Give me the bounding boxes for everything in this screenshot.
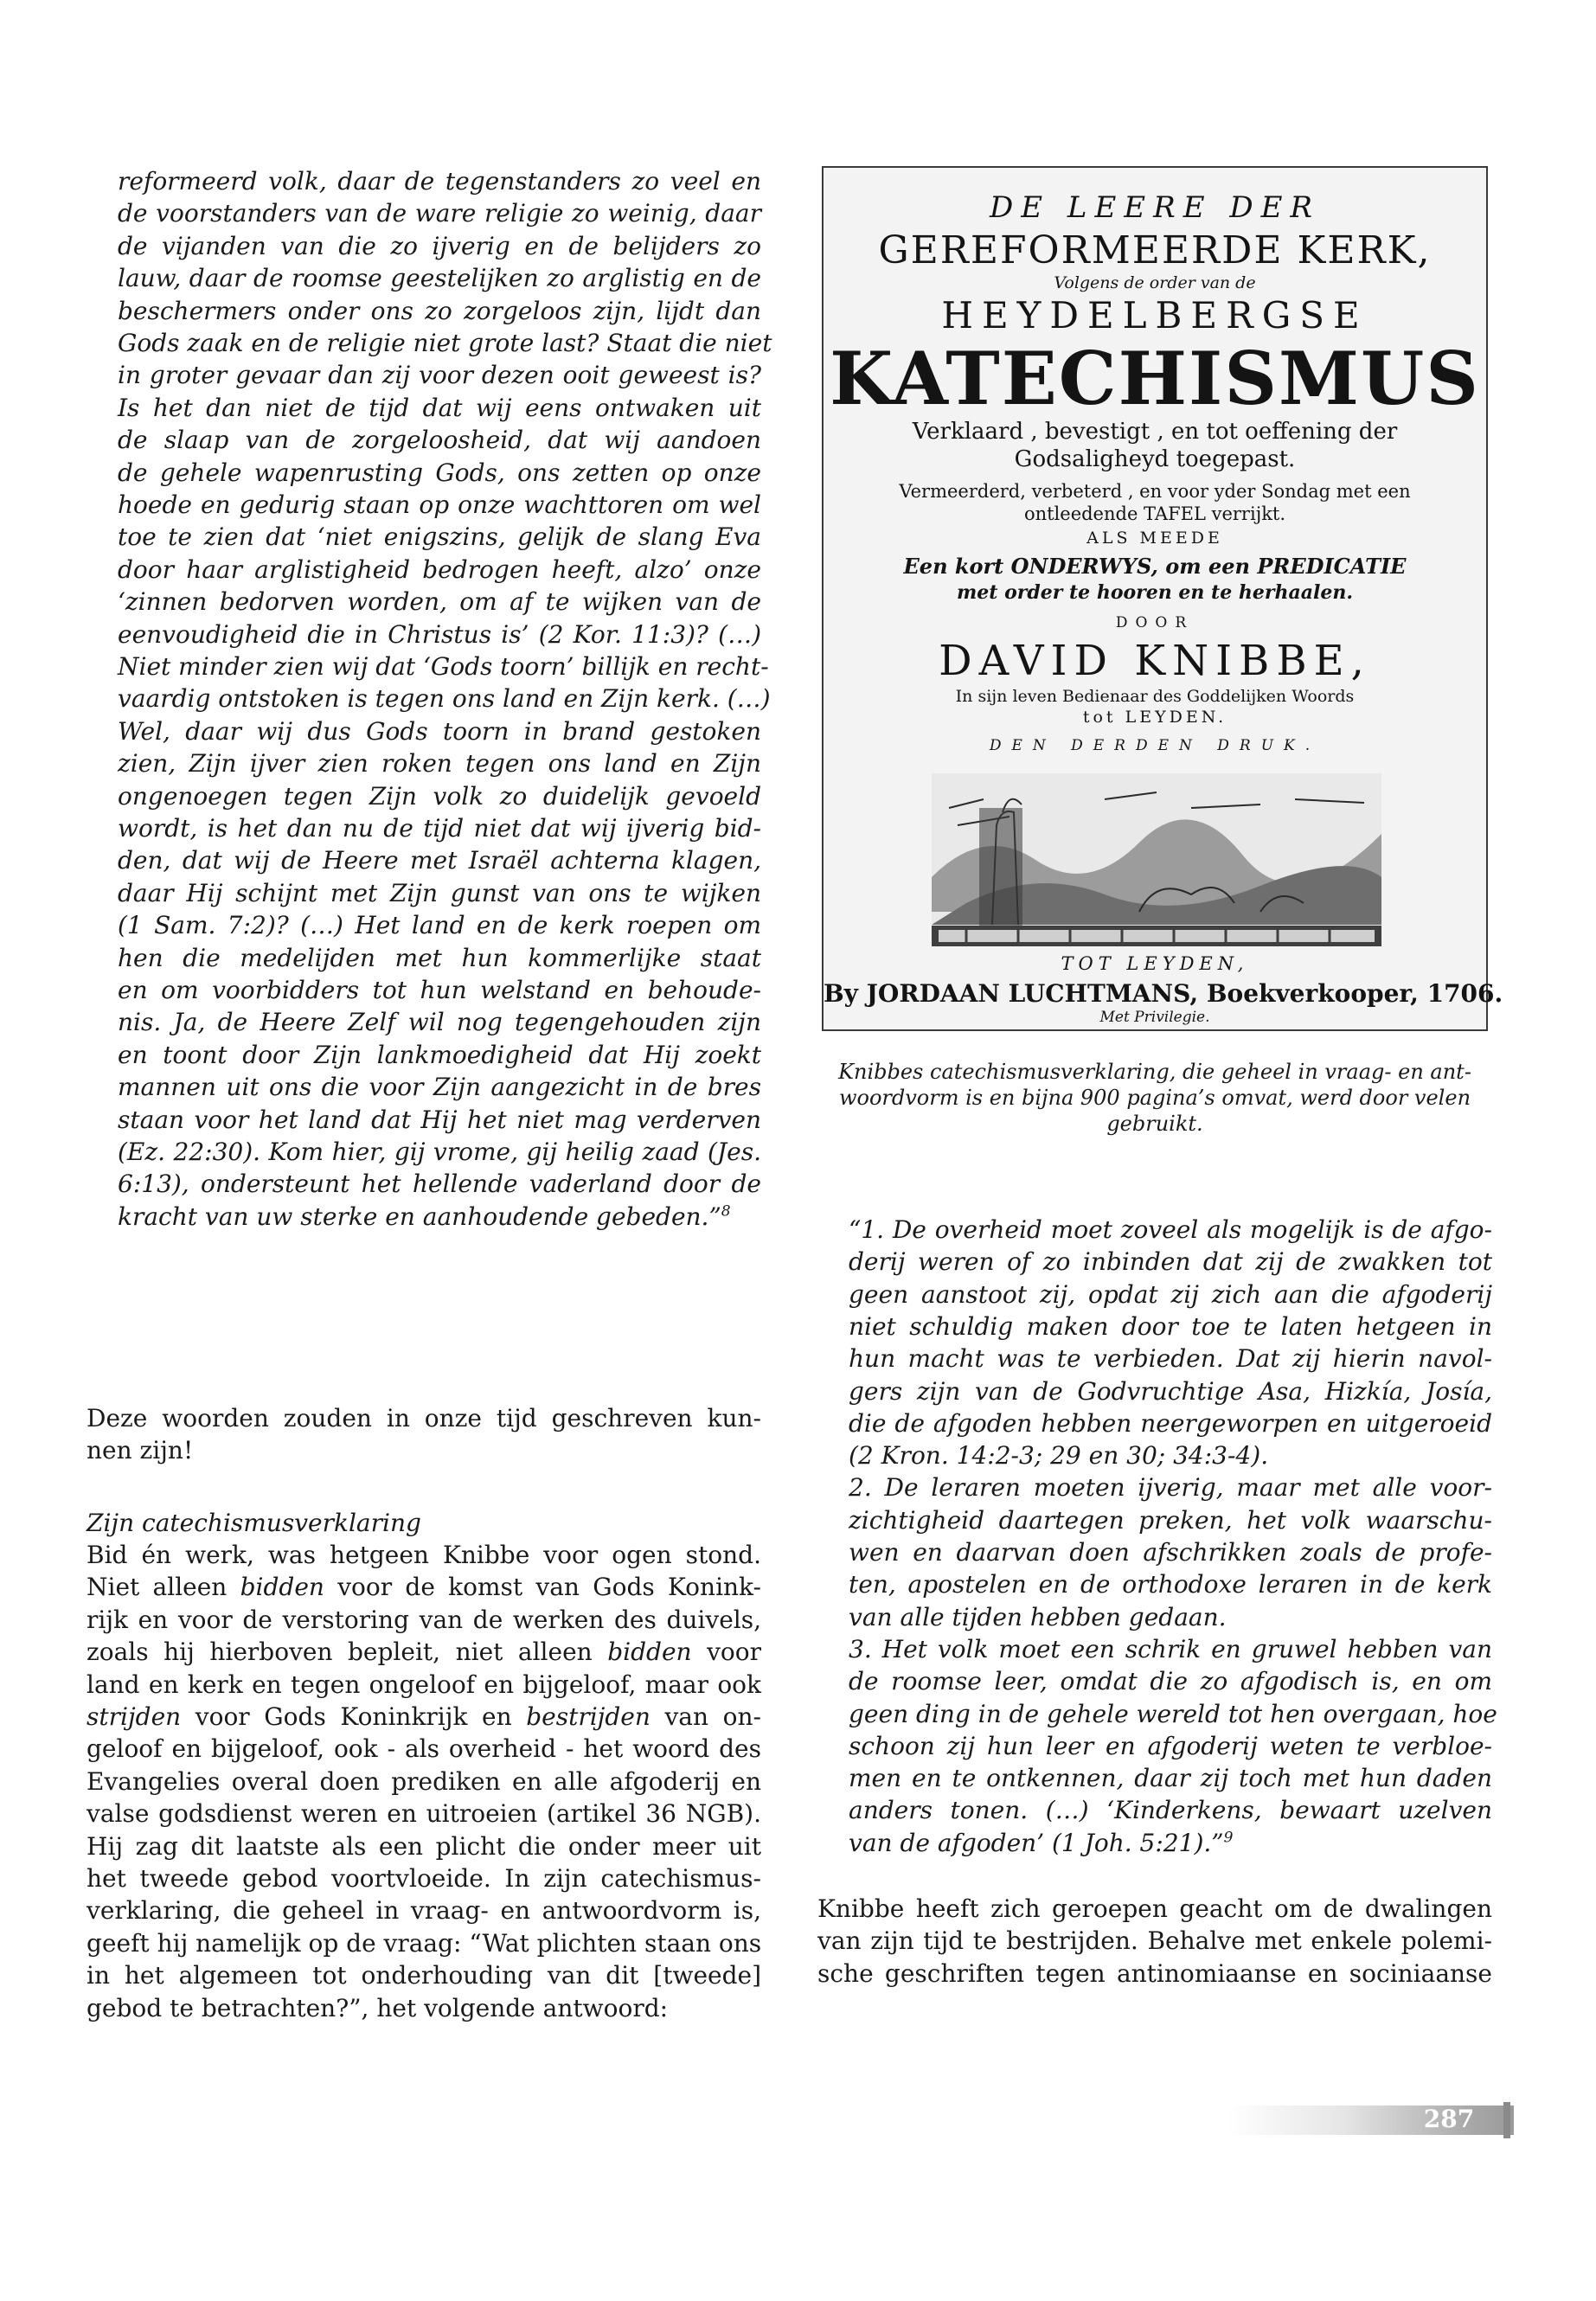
body-line: rijk en voor de verstoring van de werken des duivels, (87, 1605, 761, 1634)
footnote-reference: 8 (721, 1202, 731, 1221)
emphasis: bidden (607, 1638, 692, 1667)
body-line: geloof en bijgeloof, ook - als overheid - het woord des (87, 1734, 761, 1764)
text-run: Niet alleen (87, 1573, 240, 1602)
quote-line: de vijanden van die zo ijverig en de belijders zo (118, 231, 761, 260)
quote-line: van alle tijden hebben gedaan. (849, 1602, 1227, 1631)
quote-line: vaardig ontstoken is tegen ons land en Zijn kerk. (…) (118, 684, 771, 714)
comment-line: nen zijn! (87, 1436, 194, 1465)
quote-line: Is het dan niet de tijd dat wij eens ontwaken uit (118, 393, 761, 422)
text-run: van on- (650, 1702, 761, 1731)
comment-line: Deze woorden zouden in onze tijd geschreven kun- (87, 1404, 761, 1433)
text-run: voor Gods Koninkrijk en (181, 1702, 527, 1731)
body-line (87, 1702, 761, 1732)
quote-line: en toont door Zijn lankmoedigheid dat Hij zoekt (118, 1040, 761, 1069)
quote-line: hen die medelijden met hun kommerlijke staat (118, 943, 761, 972)
quote-line: en om voorbidders tot hun welstand en behoude- (118, 976, 761, 1004)
quote-line: zichtigheid daartegen preken, het volk waarschu- (849, 1505, 1492, 1535)
quote-line: niet schuldig maken door toe te laten hetgeen in (849, 1311, 1492, 1341)
quote-line: geen ding in de gehele wereld tot hen overgaan, hoe (849, 1699, 1497, 1728)
quote-line: 6:13), ondersteunt het hellende vaderland door de (118, 1170, 761, 1199)
body-line: sche geschriften tegen antinomiaanse en sociniaanse (817, 1958, 1492, 1988)
title-line-15: In sijn leven Bedienaar des Goddelijken Woords (955, 687, 1355, 706)
title-line-14: DAVID KNIBBE, (939, 637, 1371, 685)
quote-line: gers zijn van de Godvruchtige Asa, Hizkía, Josía, (849, 1376, 1492, 1406)
quote-line: ‘zinnen bedorven worden, om af te wijken van de (118, 587, 761, 617)
quote-line: Niet minder zien wij dat ‘Gods toorn’ billijk en recht- (118, 652, 769, 681)
caption-line: woordvorm is en bijna 900 pagina’s omvat, werd door velen (838, 1086, 1471, 1110)
quote-line: schoon zij hun leer en afgoderij weten te verbloe- (849, 1731, 1492, 1760)
quote-line: lauw, daar de roomse geestelijken zo arglistig en de (118, 264, 761, 293)
title-line-13: DOOR (1115, 614, 1195, 631)
quote-line: (1 Sam. 7:2)? (…) Het land en de kerk roepen om (118, 911, 761, 940)
body-line: gebod te betrachten?”, het volgende antwoord: (87, 1993, 669, 2022)
engraving-illustration (932, 773, 1381, 946)
quote-line: hun macht was te verbieden. Dat zij hierin navol- (849, 1344, 1492, 1374)
emphasis: bidden (240, 1573, 324, 1602)
body-line: Bid én werk, was hetgeen Knibbe voor ogen stond. (87, 1541, 761, 1569)
quote-line: anders tonen. (…) ‘Kinderkens, bewaart uzelven (849, 1796, 1492, 1825)
title-line-19: By JORDAAN LUCHTMANS, Boekverkooper, 1706. (824, 979, 1503, 1008)
quote-line: staan voor het land dat Hij het niet mag verderven (118, 1105, 761, 1134)
quote-line: kracht van uw sterke en aanhoudende gebeden.”$^8$ (118, 1202, 731, 1231)
body-line: verklaring, die geheel in vraag- en antwoordvorm is, (87, 1896, 761, 1926)
page-edge-marker (1503, 2102, 1510, 2138)
title-line-20: Met Privilegie. (1099, 1009, 1210, 1026)
quote-line: mannen uit ons die voor Zijn aangezicht in de bres (118, 1073, 761, 1102)
quote-line: nis. Ja, de Heere Zelf wil nog tegengehouden zijn (118, 1008, 761, 1037)
quote-line: die de afgoden hebben neergeworpen en uitgeroeid (849, 1408, 1492, 1438)
caption-line: gebruikt. (1106, 1112, 1203, 1136)
quote-line: zien, Zijn ijver zien roken tegen ons land en Zijn (118, 749, 761, 779)
emphasis: bestrijden (526, 1702, 651, 1731)
title-line-17: DEN DERDEN DRUK. (989, 737, 1321, 754)
quote-line: wordt, is het dan nu de tijd niet dat wij ijverig bid- (118, 814, 761, 843)
title-line-3: Volgens de order van de (1054, 273, 1256, 292)
quote-line: reformeerd volk, daar de tegenstanders zo veel en (118, 167, 761, 195)
title-line-8: Vermeerderd, verbeterd , en voor yder Sondag met een (899, 481, 1411, 502)
body-line: valse godsdienst weren en uitroeien (artikel 36 NGB). (87, 1799, 761, 1829)
section-heading: Zijn catechismusverklaring (87, 1509, 421, 1537)
quote-line: (Ez. 22:30). Kom hier, gij vrome, gij heilig zaad (Jes. (118, 1138, 761, 1166)
quote-line: beschermers onder ons zo zorgeloos zijn, lijdt dan (118, 296, 761, 325)
title-line-7: Godsaligheyd toegepast. (1014, 446, 1296, 472)
title-line-5: KATECHISMUS (830, 336, 1480, 421)
text-run: zoals hij hierboven bepleit, niet alleen (87, 1638, 608, 1667)
body-line: Hij zag dit laatste als een plicht die onder meer uit (87, 1831, 761, 1861)
title-line-4: HEYDELBERGSE (941, 294, 1368, 336)
quote-line: den, dat wij de Heere met Israël achterna klagen, (118, 846, 761, 875)
body-line (87, 1573, 761, 1602)
quote-line: hoede en gedurig staan op onze wachttoren om wel (118, 490, 761, 519)
quote-line: de slaap van de zorgeloosheid, dat wij aandoen (118, 426, 761, 455)
title-line-1: DE LEERE DER (989, 190, 1320, 225)
emphasis: strijden (87, 1702, 182, 1731)
quote-line: door haar arglistigheid bedrogen heeft, alzo’ onze (118, 554, 761, 584)
quote-line: geen aanstoot zij, opdat zij zich aan die afgoderij (849, 1279, 1492, 1309)
title-line-9: ontleedende TAFEL verrijkt. (1023, 503, 1286, 524)
footnote-reference: 9 (1223, 1829, 1234, 1847)
quote-line: “1. De overheid moet zoveel als mogelijk is de afgo- (849, 1215, 1492, 1244)
text-run: voor (691, 1638, 762, 1667)
quote-line: ten, apostelen en de orthodoxe leraren in de kerk (849, 1570, 1492, 1599)
quote-line: men en te ontkennen, daar zij toch met hun daden (849, 1764, 1492, 1793)
body-line: Evangelies overal doen prediken en alle afgoderij en (87, 1766, 761, 1796)
body-line (87, 1638, 761, 1667)
title-page-figure (822, 166, 1503, 1031)
title-line-12: met order te hooren en te herhaalen. (957, 581, 1353, 604)
page-number: 287 (1423, 2105, 1475, 2133)
quote-line: daar Hij schijnt met Zijn gunst van ons te wijken (118, 878, 761, 907)
quote-line: 3. Het volk moet een schrik en gruwel hebben van (849, 1634, 1492, 1663)
quote-line: wen en daarvan doen afschrikken zoals de profe- (849, 1538, 1492, 1567)
title-line-11: Een kort ONDERWYS, om een PREDICATIE (903, 554, 1407, 579)
quote-line: Gods zaak en de religie niet grote last? Staat die niet (118, 329, 772, 357)
body-line: geeft hij namelijk op de vraag: “Wat plichten staan ons (87, 1928, 762, 1958)
quote-line: in groter gevaar dan zij voor dezen ooit geweest is? (118, 361, 761, 390)
title-line-6: Verklaard , bevestigt , en tot oeffening der (912, 419, 1398, 445)
quote-line: ongenoegen tegen Zijn volk zo duidelijk gevoeld (118, 781, 761, 811)
quote-line: 2. De leraren moeten ijverig, maar met alle voor- (849, 1473, 1492, 1503)
quote-line: eenvoudigheid die in Christus is’ (2 Kor. 11:3)? (…) (118, 619, 761, 649)
caption-line: Knibbes catechismusverklaring, die geheel in vraag- en ant- (838, 1060, 1471, 1084)
title-line-16: tot LEYDEN. (1082, 708, 1227, 727)
title-line-18: TOT LEYDEN, (1061, 953, 1249, 974)
title-line-10: ALS MEEDE (1086, 529, 1223, 548)
body-line: van zijn tijd te bestrijden. Behalve met enkele polemi- (817, 1926, 1492, 1956)
text-run: voor de komst van Gods Konink- (324, 1573, 761, 1602)
quote-line: derij weren of zo inbinden dat zij de zwakken tot (849, 1247, 1492, 1277)
quote-line: toe te zien dat ‘niet enigszins, gelijk de slang Eva (118, 522, 761, 552)
quote-line: de roomse leer, omdat die zo afgodisch is, en om (849, 1667, 1492, 1696)
body-line: het tweede gebod voortvloeide. In zijn catechismus- (87, 1864, 761, 1893)
title-line-2: GEREFORMEERDE KERK, (878, 228, 1432, 272)
body-line: in het algemeen tot onderhouding van dit [tweede] (87, 1961, 761, 1990)
body-line: Knibbe heeft zich geroepen geacht om de dwalingen (817, 1894, 1492, 1923)
quote-line: (2 Kron. 14:2-3; 29 en 30; 34:3-4). (849, 1441, 1269, 1471)
quote-line: van de afgoden’ (1 Joh. 5:21).”$^9$ (849, 1828, 1234, 1857)
quote-line: de voorstanders van de ware religie zo weinig, daar (118, 199, 761, 228)
quote-line: Wel, daar wij dus Gods toorn in brand gestoken (118, 716, 761, 746)
body-line: land en kerk en tegen ongeloof en bijgeloof, maar ook (87, 1670, 761, 1699)
quote-line: de gehele wapenrusting Gods, ons zetten op onze (118, 458, 761, 487)
